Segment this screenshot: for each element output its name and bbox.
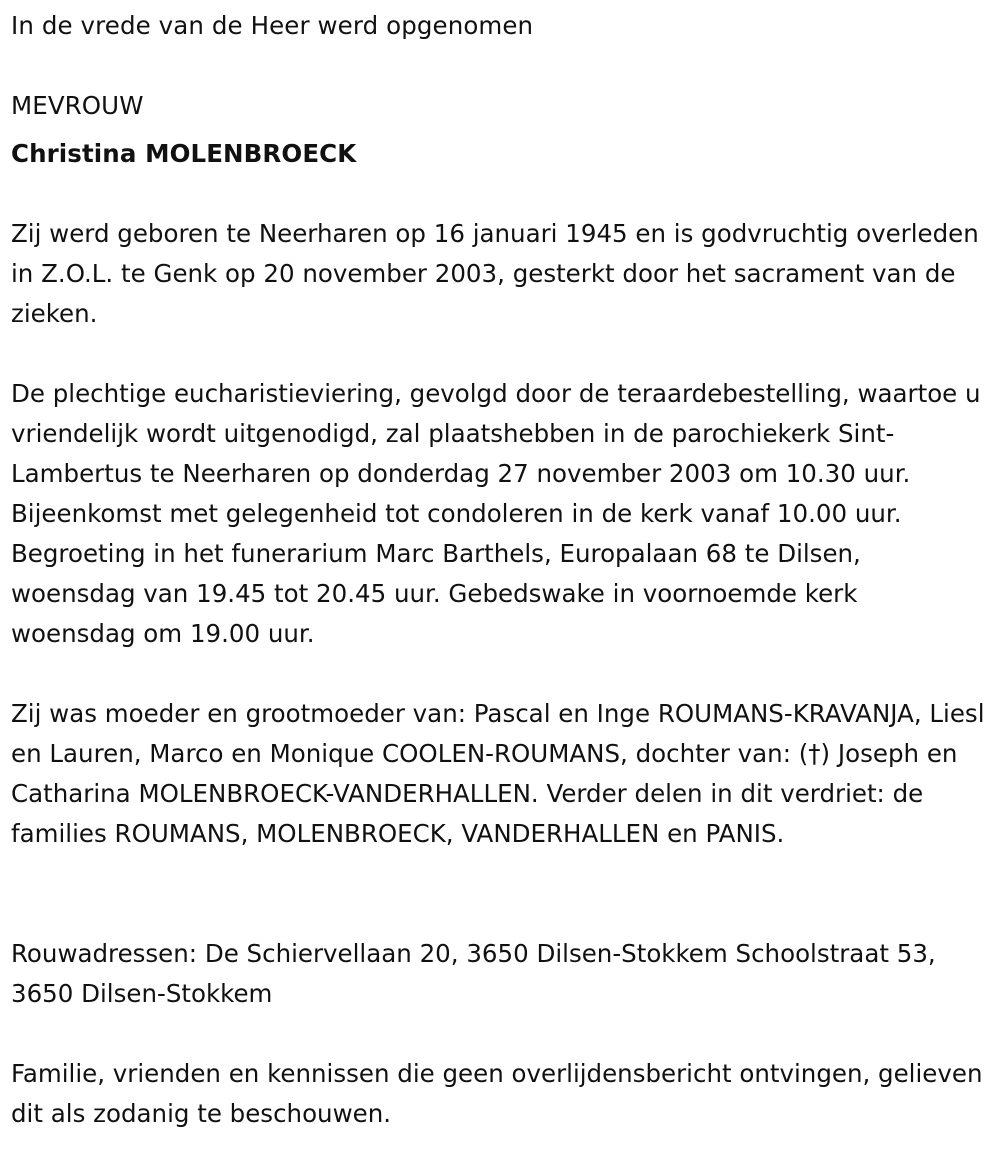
family-paragraph: Zij was moeder en grootmoeder van: Pascal en Inge ROUMANS-KRAVANJA, Liesl en Lauren, Marco en Monique COOLEN-ROUMANS, dochter van: (†) Joseph en Catharina MOLENBROECK-VANDERHALLEN. Verder delen in dit verdriet: de families ROUMANS, MOLENBROECK, VANDERHALLEN en PANIS.	[11, 699, 985, 848]
honorific-title: MEVROUW	[11, 91, 144, 120]
deceased-name: Christina MOLENBROECK	[11, 139, 357, 168]
addresses-paragraph: Rouwadressen: De Schiervellaan 20, 3650 Dilsen-Stokkem Schoolstraat 53, 3650 Dilsen-Stokkem	[11, 939, 936, 1008]
closing-paragraph: Familie, vrienden en kennissen die geen overlijdensbericht ontvingen, gelieven dit als zodanig te beschouwen.	[11, 1059, 983, 1128]
intro-text: In de vrede van de Heer werd opgenomen	[11, 11, 534, 40]
ceremony-paragraph: De plechtige eucharistieviering, gevolgd door de teraardebestelling, waartoe u vriendelijk wordt uitgenodigd, zal plaatshebben in de parochiekerk Sint-Lambertus te Neerharen op donderdag 27 november 2003 om 10.30 uur. Bijeenkomst met gelegenheid tot condoleren in de kerk vanaf 10.00 uur. Begroeting in het funerarium Marc Barthels, Europalaan 68 te Dilsen, woensdag van 19.45 tot 20.45 uur. Gebedswake in voornoemde kerk woensdag om 19.00 uur.	[11, 379, 981, 648]
birth-death-paragraph: Zij werd geboren te Neerharen op 16 januari 1945 en is godvruchtig overleden in Z.O.L. te Genk op 20 november 2003, gesterkt door het sacrament van de zieken.	[11, 219, 979, 328]
